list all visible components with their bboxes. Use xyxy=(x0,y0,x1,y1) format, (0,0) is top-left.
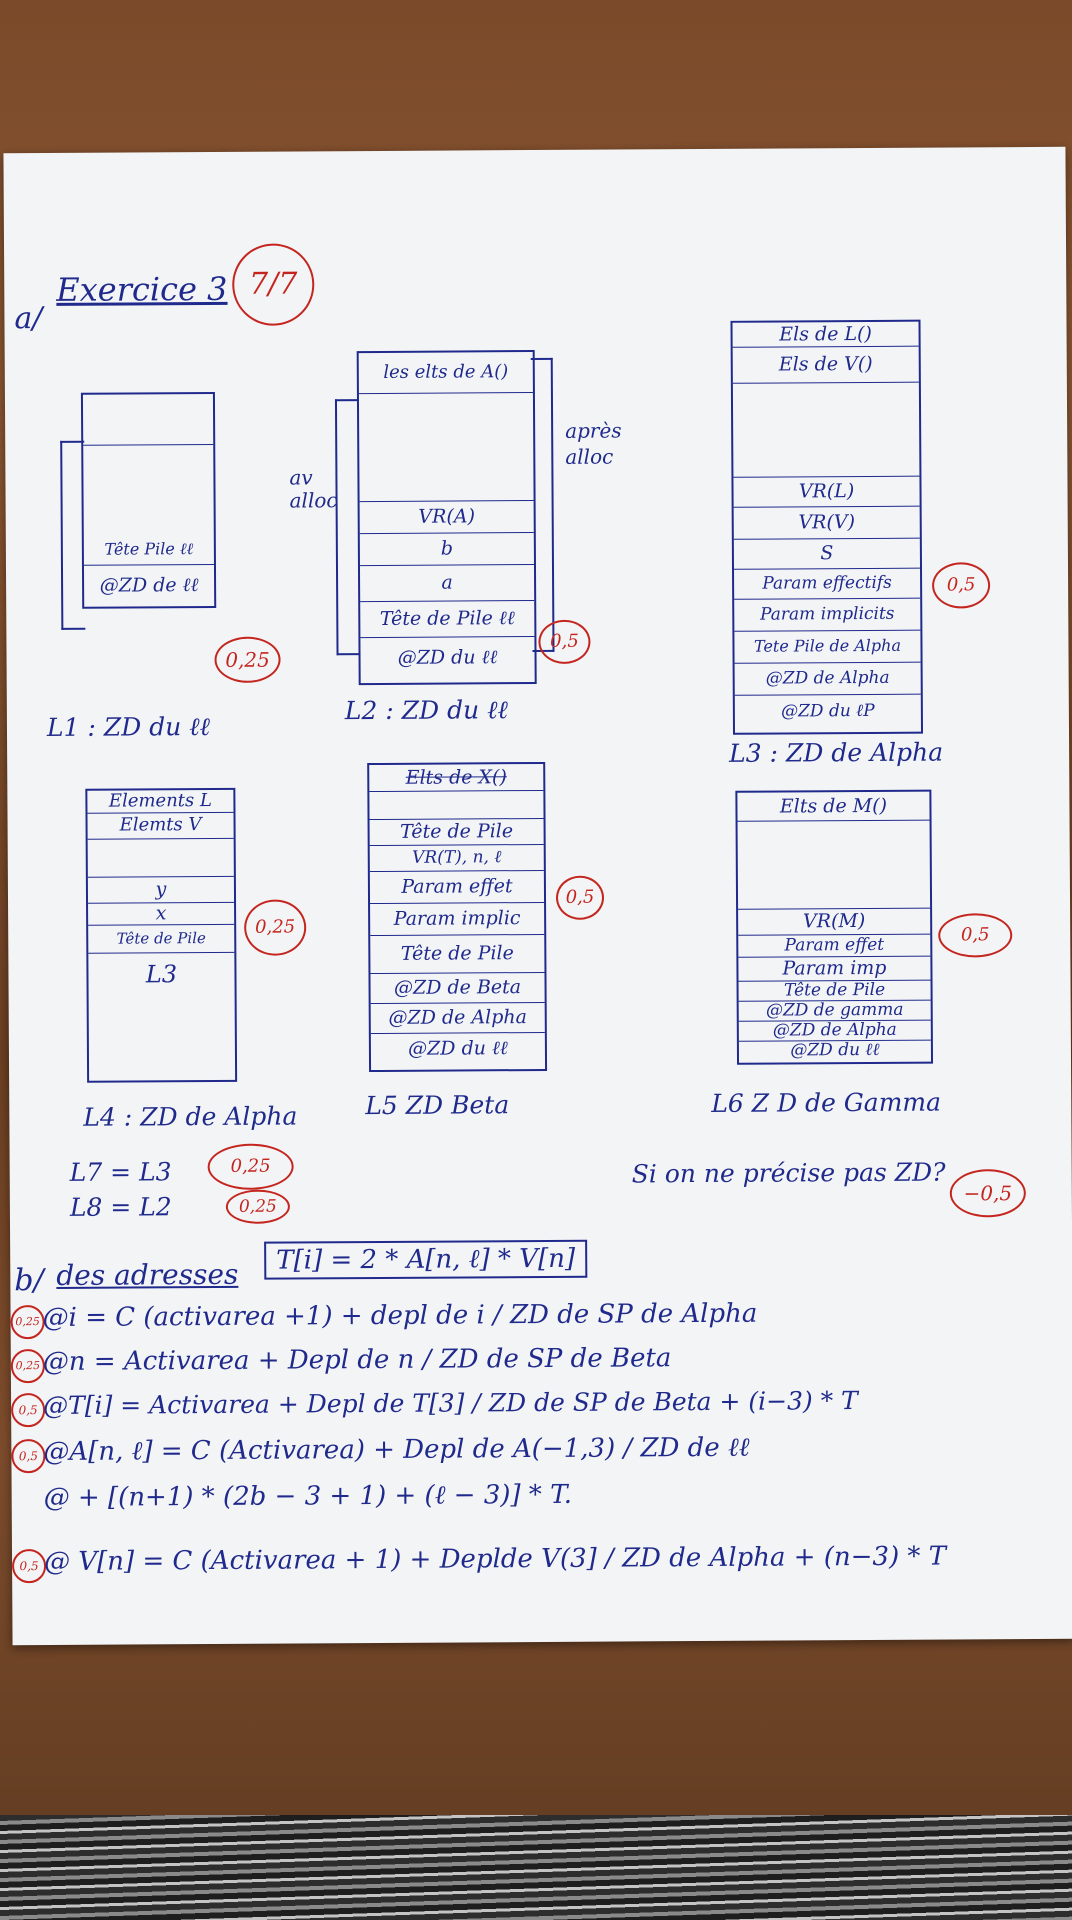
stack-l5-score: 0,5 xyxy=(556,876,604,920)
stack-l3-empty xyxy=(733,382,920,478)
formula-box: T[i] = 2 * A[n, ℓ] * V[n] xyxy=(264,1240,587,1280)
stack-l6-cell: @ZD de gamma xyxy=(739,1000,931,1022)
stack-l6-cell: Elts de M() xyxy=(737,792,929,822)
stack-l6-cell: VR(M) xyxy=(738,908,930,936)
stack-l1-score: 0,25 xyxy=(214,637,280,683)
stack-l1-cell: Tête Pile ℓℓ xyxy=(84,534,214,566)
address-line-3: @T[i] = Activarea + Depl de T[3] / ZD de SP de Beta + (i−3) * T xyxy=(43,1386,858,1421)
stack-l6-cell: Param imp xyxy=(738,956,930,982)
l8-score: 0,25 xyxy=(226,1190,290,1224)
zd-penalty: −0,5 xyxy=(950,1169,1026,1217)
stack-l2-cell: @ZD du ℓℓ xyxy=(397,646,498,669)
stack-l6-cell: @ZD du ℓℓ xyxy=(790,1039,880,1061)
line-4-score: 0,5 xyxy=(11,1439,45,1473)
stack-l3-cell: Param implicits xyxy=(734,598,920,632)
stack-l4-cell: Elemts V xyxy=(87,812,233,840)
stack-l5-cell: @ZD de Beta xyxy=(370,972,544,1004)
stack-l1 xyxy=(81,392,216,609)
stack-l2-left-bracket xyxy=(335,399,361,655)
stack-l2-caption: L2 : ZD du ℓℓ xyxy=(344,695,509,726)
stack-l3-cell: Param effectifs xyxy=(734,568,920,600)
stack-l5 xyxy=(367,762,547,1072)
stack-l4-cell: L3 xyxy=(145,960,178,989)
line-6-score: 0,5 xyxy=(12,1549,46,1583)
stack-l4-score: 0,25 xyxy=(244,899,306,955)
l7-equality: L7 = L3 xyxy=(69,1157,172,1187)
stack-l5-cell: @ZD du ℓℓ xyxy=(407,1037,508,1060)
stack-l6-empty xyxy=(738,820,931,910)
stack-l5-cell: VR(T), n, ℓ xyxy=(370,844,544,872)
stack-l1-caption: L1 : ZD du ℓℓ xyxy=(46,712,211,743)
stack-l1-cell: @ZD de ℓℓ xyxy=(99,574,199,597)
stack-l4 xyxy=(85,788,237,1083)
stack-l2-right-bracket xyxy=(531,358,555,652)
part-b-label: b/ xyxy=(14,1263,44,1299)
stack-l6-caption: L6 Z D de Gamma xyxy=(711,1087,942,1118)
stack-l2-cell: b xyxy=(360,532,534,566)
total-score-circle: 7/7 xyxy=(232,243,314,325)
stack-l2-top: les elts de A() xyxy=(359,352,533,394)
address-line-2: @n = Activarea + Depl de n / ZD de SP de Beta xyxy=(42,1343,672,1378)
stack-l6-score: 0,5 xyxy=(938,913,1012,957)
stack-l4-cell: Tête de Pile xyxy=(88,924,234,954)
stack-l3-cell: Tete Pile de Alpha xyxy=(734,630,920,664)
stack-l3-cell: S xyxy=(734,538,920,570)
stack-l5-cell: Param effet xyxy=(370,870,544,904)
stack-l3-score: 0,5 xyxy=(932,562,990,608)
stack-l3 xyxy=(730,320,923,735)
stack-l3-cell: @ZD du ℓP xyxy=(781,700,875,722)
stack-l3-cell: @ZD de Alpha xyxy=(735,662,921,696)
stack-l3-cell: VR(L) xyxy=(733,476,919,508)
stack-l2-cell: VR(A) xyxy=(360,500,534,534)
stack-l5-cell: Elts de X() xyxy=(369,764,543,792)
stack-l5-cell: Tête de Pile xyxy=(370,934,544,974)
stack-l3-caption: L3 : ZD de Alpha xyxy=(729,737,944,768)
stack-l2-cell: a xyxy=(360,564,534,602)
stack-l2-side-left: av alloc xyxy=(289,465,338,513)
stack-l6 xyxy=(735,790,933,1065)
stack-l5-cell: @ZD de Alpha xyxy=(371,1002,545,1034)
stack-l5-cell: Tête de Pile xyxy=(370,818,544,846)
line-1-score: 0,25 xyxy=(10,1305,44,1339)
stack-l2-side-right: après alloc xyxy=(565,418,622,469)
l7-score: 0,25 xyxy=(208,1144,294,1191)
stack-l2-score: 0,5 xyxy=(538,620,590,664)
address-line-1: @i = C (activarea +1) + depl de i / ZD de SP de Alpha xyxy=(42,1298,758,1334)
address-line-4: @A[n, ℓ] = C (Activarea) + Depl de A(−1,3) / ZD de ℓℓ xyxy=(43,1432,750,1468)
line-3-score: 0,5 xyxy=(11,1393,45,1427)
stack-l5-cell: Param implic xyxy=(370,902,544,936)
stack-l6-cell: Tête de Pile xyxy=(739,980,931,1002)
stack-l2-empty xyxy=(359,392,534,502)
stack-l4-caption: L4 : ZD de Alpha xyxy=(83,1101,298,1132)
stack-l2-cell: Tête de Pile ℓℓ xyxy=(360,600,534,638)
stack-l1-empty-top xyxy=(83,394,213,446)
address-line-6: @ V[n] = C (Activarea + 1) + Deplde V(3] / ZD de Alpha + (n−3) * T xyxy=(43,1541,947,1578)
stack-l4-empty xyxy=(88,838,234,878)
stack-l3-cell: VR(V) xyxy=(734,506,920,540)
l8-equality: L8 = L2 xyxy=(69,1192,172,1222)
address-line-5: @ + [(n+1) * (2b − 3 + 1) + (ℓ − 3)] * T. xyxy=(43,1479,573,1514)
stack-l4-cell: x xyxy=(88,902,234,926)
stack-l1-bracket xyxy=(60,441,85,630)
stack-l6-cell: @ZD de Alpha xyxy=(739,1020,931,1042)
stack-l4-cell: y xyxy=(88,876,234,904)
part-b-heading: des adresses xyxy=(56,1257,239,1292)
stack-l3-cell: Els de L() xyxy=(733,322,919,348)
stack-l5-caption: L5 ZD Beta xyxy=(365,1090,510,1121)
exam-sheet xyxy=(3,147,1072,1645)
stack-l4-cell: Elements L xyxy=(87,790,233,814)
stack-l6-cell: Param effet xyxy=(738,934,930,958)
stack-l3-cell: Els de V() xyxy=(733,346,919,384)
line-2-score: 0,25 xyxy=(11,1349,45,1383)
striped-cloth xyxy=(0,1815,1072,1920)
stack-l5-empty xyxy=(369,790,543,820)
zd-remark: Si on ne précise pas ZD? xyxy=(631,1157,946,1189)
exercise-title: Exercice 3 xyxy=(56,269,228,309)
stack-l2 xyxy=(357,350,537,685)
part-a-label: a/ xyxy=(14,301,43,337)
